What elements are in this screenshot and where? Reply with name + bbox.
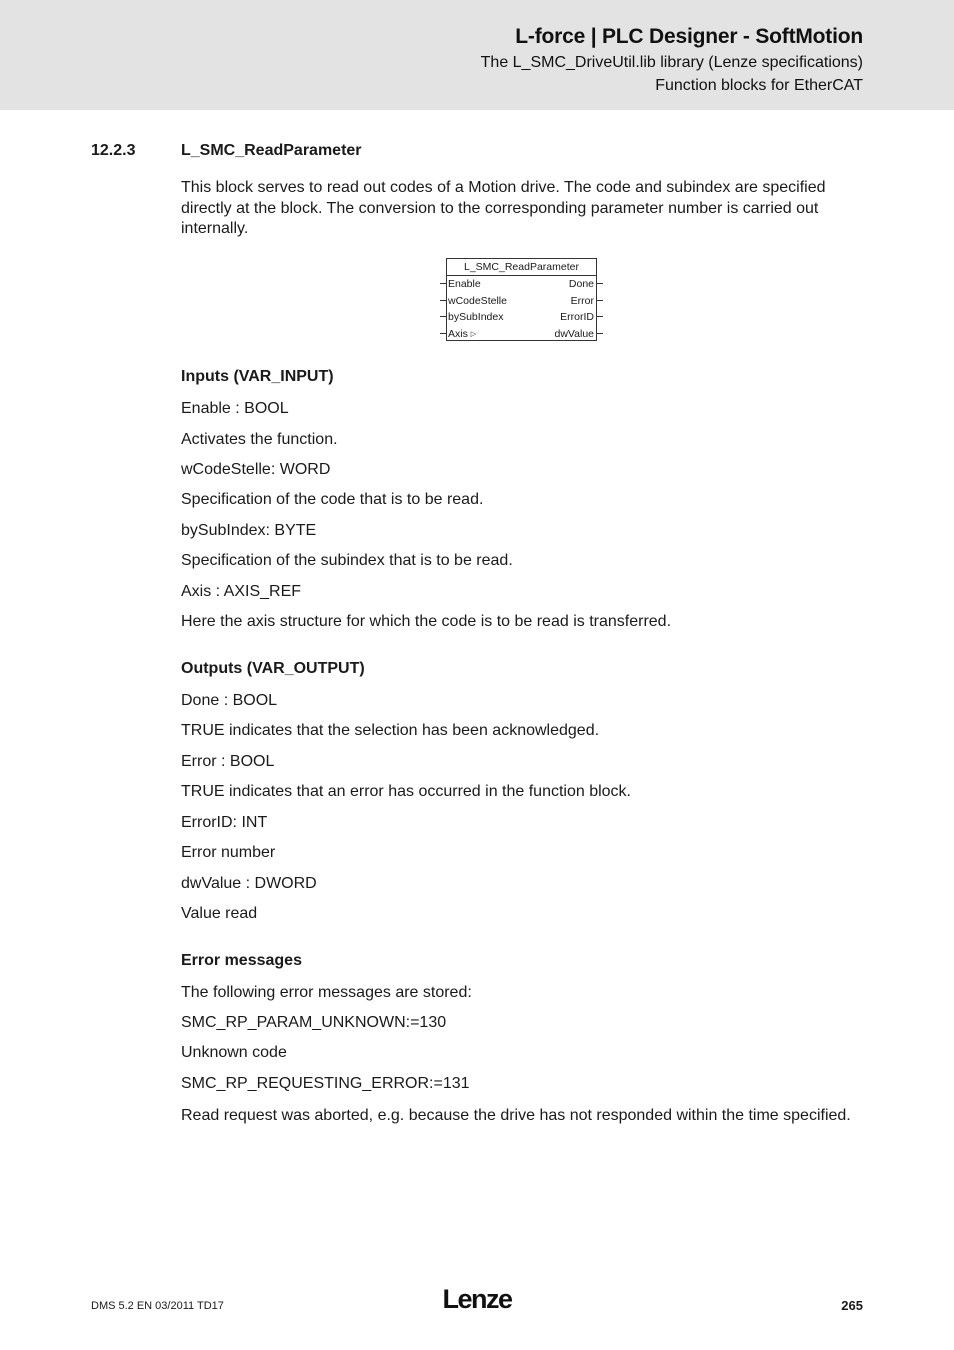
header-band (0, 0, 954, 110)
error-desc-param-unknown: Unknown code (181, 1044, 287, 1061)
input-wcodestelle-desc: Specification of the code that is to be read. (181, 491, 484, 508)
inputs-heading: Inputs (VAR_INPUT) (181, 368, 334, 385)
output-pin-error: Error (570, 295, 594, 307)
output-pin-errorid: ErrorID (560, 311, 594, 323)
intro-paragraph: This block serves to read out codes of a Motion drive. The code and subindex are specified directly at the block. The conversion to the corresponding parameter number is carried out internally. (181, 179, 826, 237)
chapter-subtitle: The L_SMC_DriveUtil.lib library (Lenze specifications) (480, 54, 863, 71)
input-wcodestelle-type: wCodeStelle: WORD (181, 461, 331, 478)
document-id: DMS 5.2 EN 03/2011 TD17 (91, 1300, 224, 1312)
errors-intro: The following error messages are stored: (181, 984, 472, 1001)
input-axis-type: Axis : AXIS_REF (181, 583, 302, 600)
outputs-heading: Outputs (VAR_OUTPUT) (181, 660, 365, 677)
function-block-name: L_SMC_ReadParameter (447, 261, 596, 276)
error-code-param-unknown: SMC_RP_PARAM_UNKNOWN:=130 (181, 1014, 447, 1031)
output-done-desc: TRUE indicates that the selection has been acknowledged. (181, 722, 600, 739)
input-enable-desc: Activates the function. (181, 431, 338, 448)
output-dwvalue-desc: Value read (181, 905, 258, 922)
document-title: L-force | PLC Designer - SoftMotion (515, 25, 863, 48)
output-pin-dwvalue: dwValue (554, 328, 594, 340)
pin-line-dwvalue (597, 333, 603, 334)
page-number: 265 (841, 1298, 863, 1313)
pin-line-error (597, 300, 603, 301)
pin-line-errorid (597, 316, 603, 317)
input-enable-type: Enable : BOOL (181, 400, 289, 417)
output-error-desc: TRUE indicates that an error has occurred in the function block. (181, 783, 631, 800)
input-pin-enable: Enable (448, 278, 481, 290)
section-subtitle: Function blocks for EtherCAT (655, 77, 863, 94)
input-pin-axis-label: Axis (448, 328, 468, 340)
errors-heading: Error messages (181, 952, 302, 969)
function-block-box (446, 258, 597, 341)
reference-triangle-icon: ▷ (470, 331, 477, 338)
pin-line-done (597, 283, 603, 284)
section-number: 12.2.3 (91, 142, 136, 159)
input-axis-desc: Here the axis structure for which the code is to be read is transferred. (181, 613, 672, 630)
input-pin-axis (448, 328, 476, 341)
output-error-type: Error : BOOL (181, 753, 275, 770)
function-block-diagram (436, 256, 612, 346)
output-pin-done: Done (568, 278, 594, 290)
error-code-requesting-error: SMC_RP_REQUESTING_ERROR:=131 (181, 1075, 470, 1092)
error-desc-requesting-error: Read request was aborted, e.g. because the drive has not responded within the time specified. (181, 1107, 851, 1124)
input-pin-wcodestelle: wCodeStelle (448, 295, 507, 307)
input-pin-bysubindex: bySubIndex (448, 311, 504, 323)
lenze-logo-text: Lenze (442, 1286, 512, 1314)
output-errorid-desc: Error number (181, 844, 276, 861)
lenze-logo (438, 1286, 516, 1314)
output-errorid-type: ErrorID: INT (181, 814, 268, 831)
output-done-type: Done : BOOL (181, 692, 278, 709)
output-dwvalue-type: dwValue : DWORD (181, 875, 317, 892)
input-bysubindex-desc: Specification of the subindex that is to be read. (181, 552, 513, 569)
input-bysubindex-type: bySubIndex: BYTE (181, 522, 317, 539)
section-title: L_SMC_ReadParameter (181, 142, 362, 159)
